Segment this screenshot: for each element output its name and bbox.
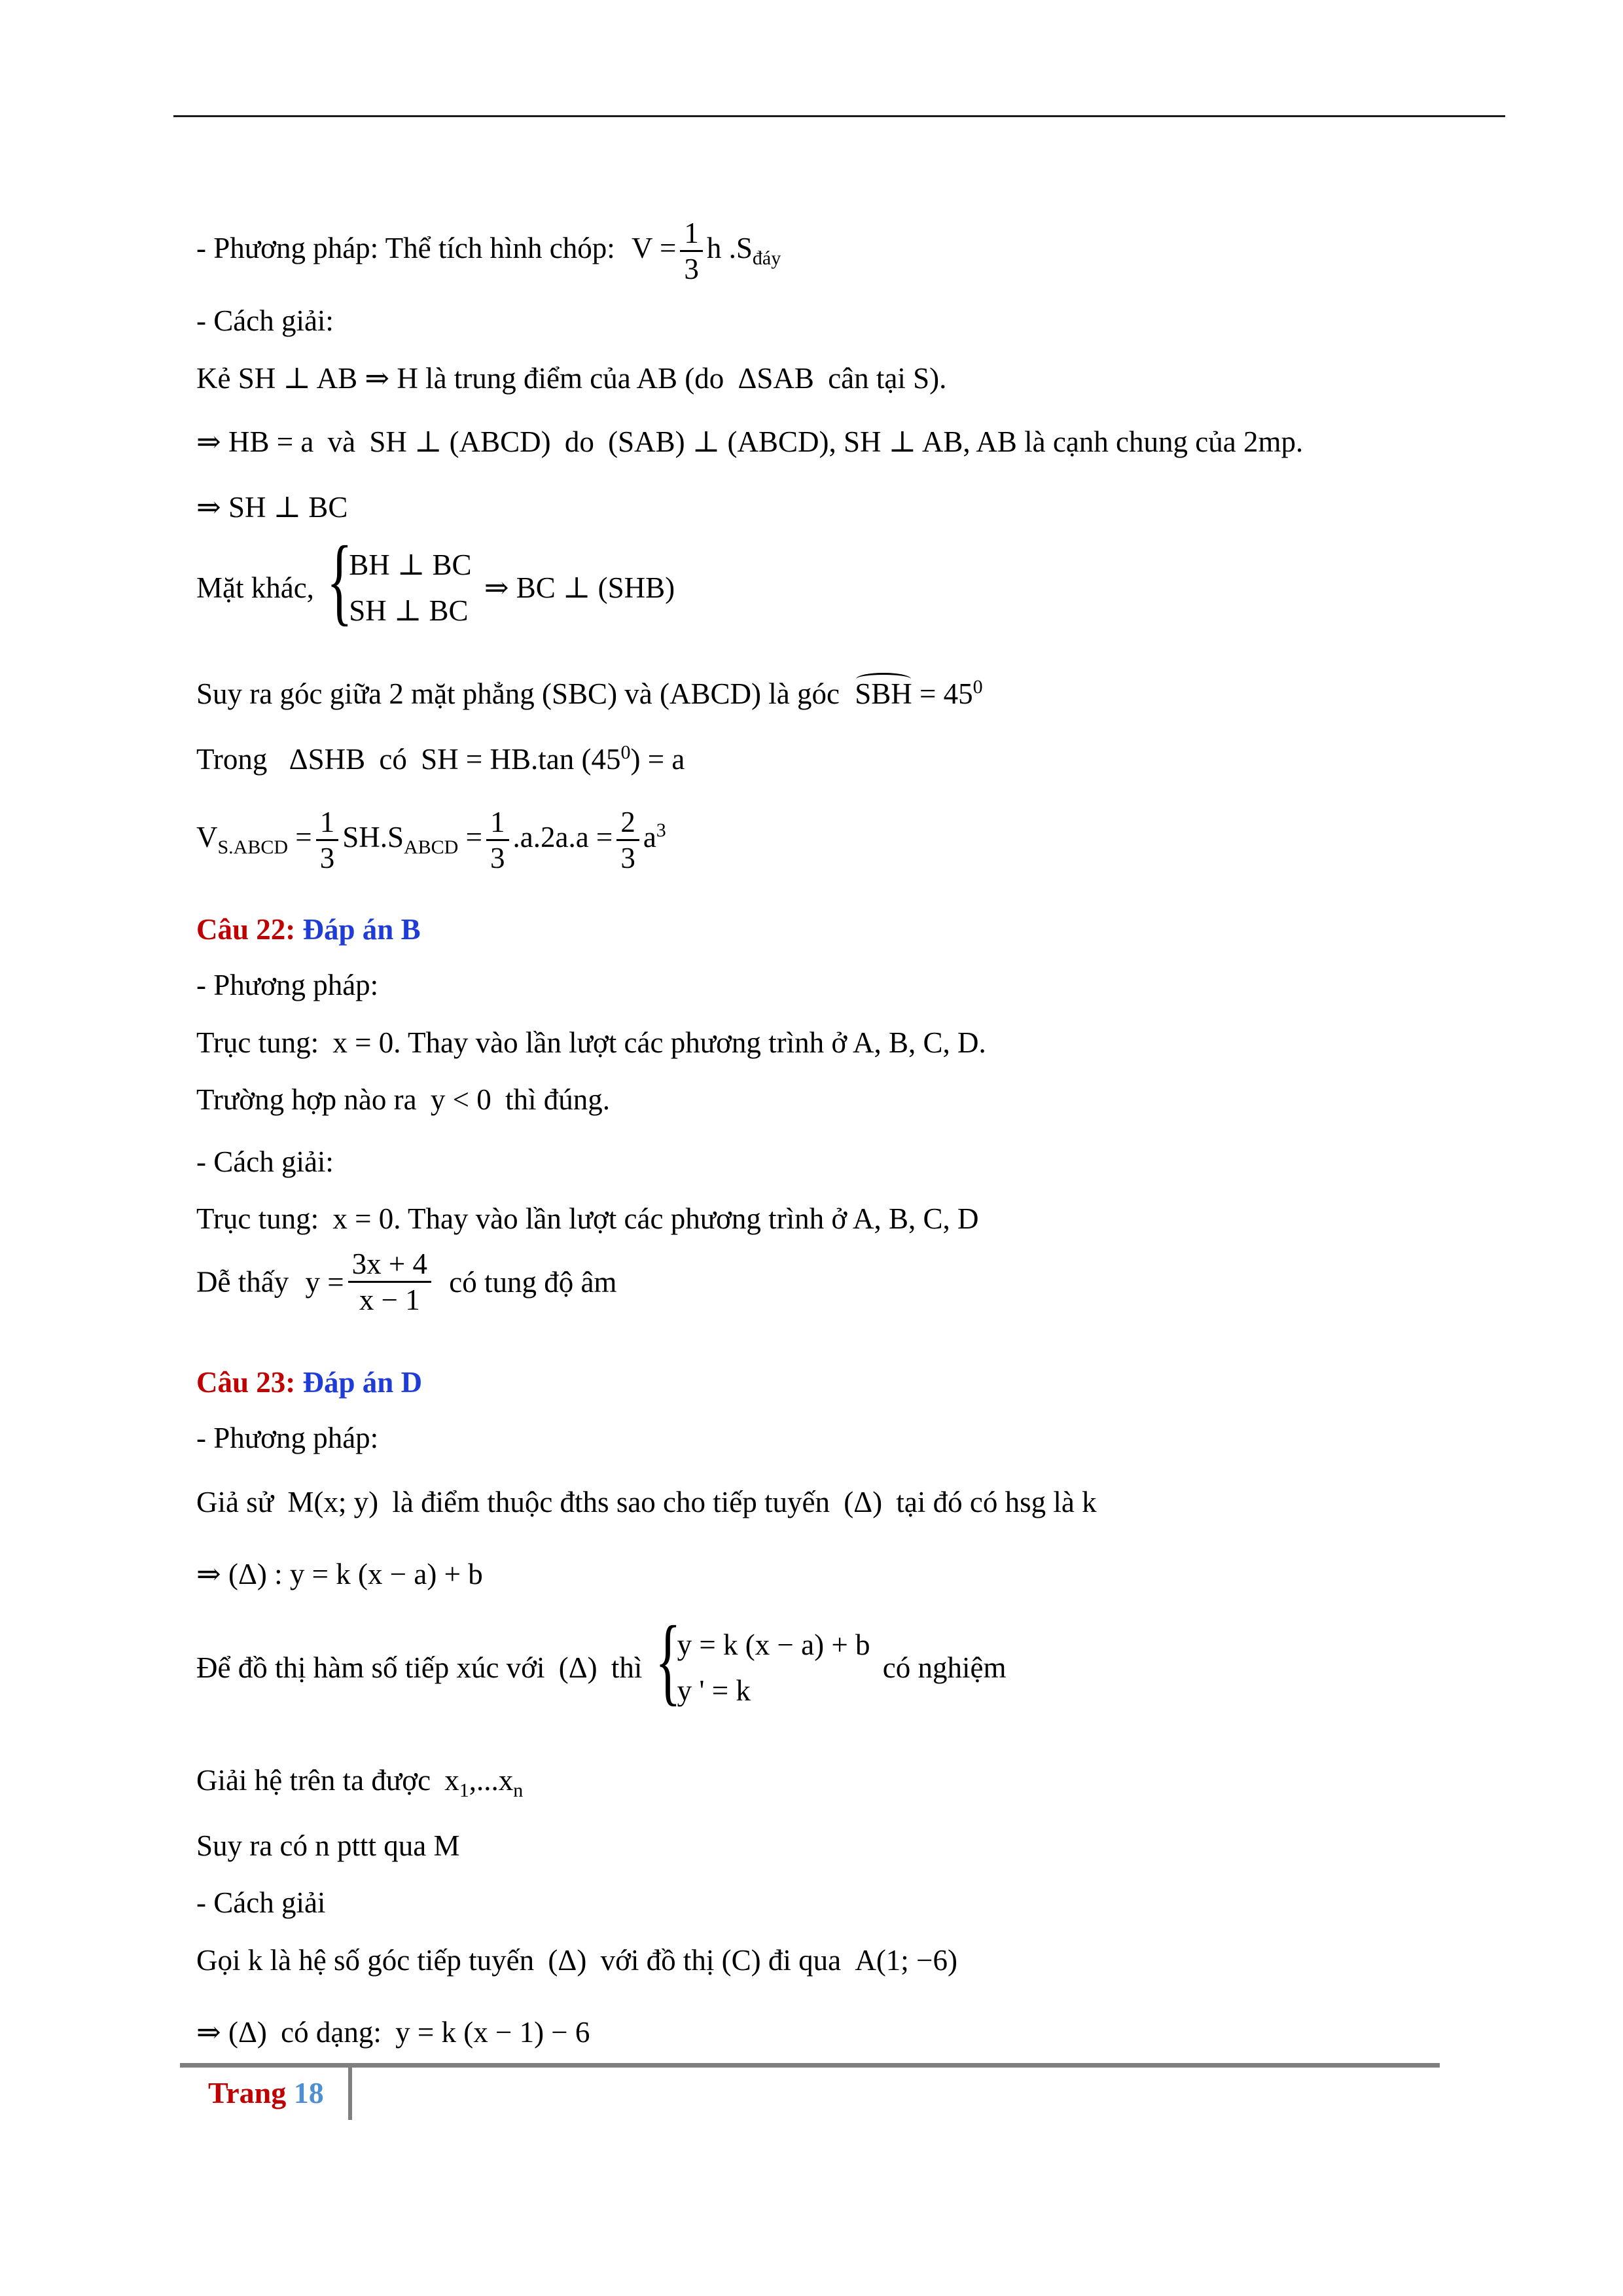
n-tangents-line: Suy ra có n pttt qua M [196,1829,460,1862]
fraction-one-third: $\frac{1}{3}$ [680,216,703,286]
slope-k-line: Gọi k là hệ số góc tiếp tuyến (Δ) với đồ thị (C) đi qua A(1; −6) [196,1944,957,1977]
system-bc-perp-line: Mặt khác, { BH ⊥ BC SH ⊥ BC ⇒ BC ⊥ (SHB) [196,526,675,635]
tangency-system: { y = k (x − a) + b y ' = k [654,1606,870,1715]
suppose-point-line: Giả sử M(x; y) là điểm thuộc đths sao cho tiếp tuyến (Δ) tại đó có hsg là k [196,1486,1097,1518]
header-rule [173,115,1505,117]
hb-equals-a-line: ⇒ HB = a và SH ⊥ (ABCD) do (SAB) ⊥ (ABCD), SH ⊥ AB, AB là cạnh chung của 2mp. [196,425,1304,458]
angle-sbh: SBH [855,674,912,713]
solution-label: - Cách giải: [196,304,334,337]
method-label-22: - Phương pháp: [196,969,379,1001]
method-label-23: - Phương pháp: [196,1422,379,1454]
y-axis-method-line: Trục tung: x = 0. Thay vào lần lượt các phương trình ở A, B, C, D. [196,1026,986,1059]
solution-label-22: - Cách giải: [196,1145,334,1178]
angle-conclusion-line: Suy ra góc giữa 2 mặt phẳng (SBC) và (ABCD) là góc SBH = $45^0$ [196,668,983,713]
footer-rule [180,2063,1440,2068]
footer-divider [348,2068,352,2120]
question-22-heading: Câu 22: Đáp án B [196,913,421,946]
page-number: Trang 18 [208,2076,324,2109]
brace-system: { BH ⊥ BC SH ⊥ BC [327,526,472,635]
volume-result-line: $V_{S.ABCD}$ = $\frac{1}{3}$ $SH.S_{ABCD}$ = $\frac{1}{3}$ .a.2a.a = $\frac{2}{3}$ $a^3$ [196,806,666,874]
question-23-heading: Câu 23: Đáp án D [196,1366,423,1399]
triangle-shb-line: Trong ΔSHB có SH = HB.tan $(45^0) = a$ [196,742,685,776]
case-y-negative-line: Trường hợp nào ra y < 0 thì đúng. [196,1083,610,1116]
y-axis-solution-line: Trục tung: x = 0. Thay vào lần lượt các phương trình ở A, B, C, D [196,1202,979,1235]
solution-label-23: - Cách giải [196,1886,326,1919]
easy-to-see-line: Dễ thấy y = $\frac{3x + 4}{x - 1}$ có tung độ âm [196,1247,617,1316]
solve-system-line: Giải hệ trên ta được $x_1,...x_n$ [196,1764,524,1801]
tangent-equation-line: ⇒ (Δ) có dạng: y = k (x − 1) − 6 [196,2016,590,2049]
tangent-form-line: ⇒ (Δ) : y = k (x − a) + b [196,1558,483,1590]
sh-perp-bc-line: ⇒ SH ⊥ BC [196,491,348,524]
draw-sh-line: Kẻ SH ⊥ AB ⇒ H là trung điểm của AB (do ΔSAB cân tại S). [196,362,947,395]
method-volume-line: - Phương pháp: Thể tích hình chóp: V = $\frac{1}{3}$ h $.S_{đáy}$ [196,217,781,285]
tangency-condition-line: Để đồ thị hàm số tiếp xúc với (Δ) thì { y = k (x − a) + b y ' = k có nghiệm [196,1606,1007,1715]
